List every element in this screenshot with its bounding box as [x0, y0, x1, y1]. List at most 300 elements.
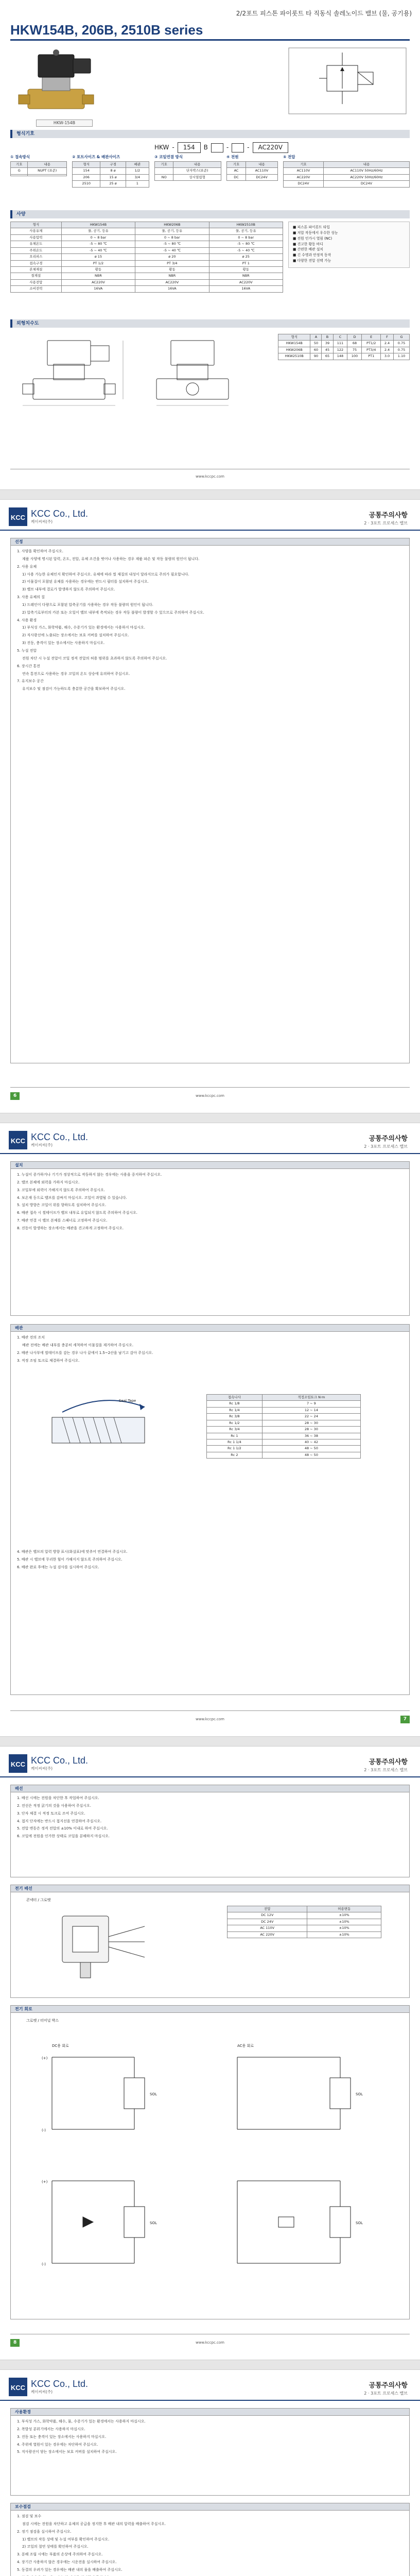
- caution-item: 1) 드레인이 다량으로 포함된 압축공기를 사용하는 경우 작동 불량의 원인이 됩니다.: [22, 602, 153, 607]
- table-cell: 16VA: [135, 286, 209, 292]
- table-cell: 물, 공기, 등유: [135, 228, 209, 234]
- table-cell: AC110V 50Hz/60Hz: [323, 168, 409, 174]
- caution-item: 4. 보온재 등으로 밸브를 감싸지 마십시오. 코일이 과열될 수 있습니다.: [17, 1195, 127, 1200]
- code-table: [154, 161, 221, 181]
- table-cell: Rc 1: [207, 1433, 262, 1439]
- table-row: [11, 286, 283, 292]
- table-cell: PT3/4: [362, 347, 381, 353]
- wiring-items: [11, 1792, 409, 1844]
- installation-box-title: 설치: [11, 1162, 409, 1169]
- table-header-cell: 기호: [227, 161, 246, 167]
- table-cell: DC 12V: [227, 1912, 307, 1919]
- title-divider: [10, 39, 410, 41]
- table-row: [207, 1427, 361, 1433]
- table-row: [207, 1439, 361, 1445]
- caution-item: 1) 사용 가능한 유체인지 확인하여 주십시오. 유체에 따라 씰 재질의 내성이 달라지므로 주의가 필요합니다.: [22, 572, 189, 577]
- caution-item: 1. 점검 및 보수: [17, 2514, 42, 2518]
- code-table-label: ① 접속방식: [10, 155, 30, 159]
- table-cell: DC24V: [246, 174, 278, 180]
- table-row: [207, 1420, 361, 1426]
- company-name: KCC Co., Ltd.: [31, 509, 89, 519]
- caution-item: 4. 사용 환경: [17, 618, 37, 622]
- table-cell: 씰재질: [11, 273, 62, 279]
- table-cell: AC 110V: [227, 1925, 307, 1931]
- table-cell: 25 ø: [100, 181, 126, 187]
- table-cell: 60: [310, 347, 322, 353]
- table-row: [227, 1925, 381, 1931]
- caution-item: 1. 배관 전의 조치: [17, 1335, 45, 1340]
- company-subname: 케이씨씨(주): [31, 519, 53, 524]
- table-cell: PT1: [362, 353, 381, 360]
- code-table-label: ③ 코일연결 방식: [154, 155, 183, 159]
- electric-circuit-box-title: 전기 회로: [11, 2006, 409, 2013]
- table-cell: Rc 1/2: [207, 1420, 262, 1426]
- caution-item: 3. 진동 또는 충격이 있는 장소에서는 사용하지 마십시오.: [17, 2434, 107, 2439]
- table-cell: 상시열림형: [173, 174, 221, 180]
- table-row: [207, 1407, 361, 1413]
- table-header-row: [207, 1395, 361, 1401]
- caution-item: 2. 정기 점검을 실시하여 주십시오.: [17, 2529, 72, 2534]
- table-cell: AC: [227, 168, 246, 174]
- table-cell: 본체재질: [11, 266, 62, 273]
- environment-items: [11, 2416, 409, 2460]
- table-row: [11, 228, 283, 234]
- caution-item: 2) 직사광선에 노출되는 장소에서는 보호 커버를 설치하여 주십시오.: [22, 633, 129, 638]
- page-number-right: 7: [400, 1716, 410, 1723]
- caution-item: 3. 단자 체결 시 적정 토크로 조여 주십시오.: [17, 1811, 85, 1816]
- code-table-block: [226, 155, 278, 181]
- table-cell: AC220V 50Hz/60Hz: [323, 174, 409, 180]
- table-header-cell: 전압: [227, 1906, 307, 1912]
- table-cell: PT 1: [209, 260, 283, 266]
- table-cell: 8 ø: [100, 168, 126, 174]
- table-cell: 2.4: [381, 347, 394, 353]
- sol-label-1: SOL: [150, 2092, 157, 2096]
- table-header-row: [11, 222, 283, 228]
- dc-minus-label: (-): [42, 2128, 46, 2132]
- code-table-label: ⑤ 전압: [283, 155, 295, 159]
- page-gap: [0, 489, 420, 500]
- table-cell: 122: [333, 347, 347, 353]
- table-cell: 0 ~ 8 bar: [135, 234, 209, 241]
- table-cell: ±10%: [307, 1919, 381, 1925]
- dimension-table: [278, 334, 410, 360]
- table-cell: 황동: [61, 266, 135, 273]
- table-cell: 1/2: [126, 168, 149, 174]
- caution-item: 2) 이물질이 포함된 유체를 사용하는 경우에는 반드시 필터를 설치하여 주십시오.: [22, 580, 149, 584]
- installation-box: [10, 1161, 410, 1316]
- table-header-row: [73, 161, 149, 167]
- table-row: [11, 266, 283, 273]
- table-row: [207, 1452, 361, 1458]
- company-name: KCC Co., Ltd.: [31, 1132, 89, 1142]
- dc-plus-label: (+): [42, 2056, 48, 2060]
- table-row: [227, 174, 278, 180]
- code-table: [283, 161, 410, 188]
- table-row: [207, 1446, 361, 1452]
- caution-item: 5. 누설 전압: [17, 648, 37, 653]
- page-gap: [0, 2360, 420, 2370]
- code-prefix: HKW: [154, 144, 169, 151]
- table-cell: PT1/2: [362, 341, 381, 347]
- table-cell: AC110V: [246, 168, 278, 174]
- table-header-row: [227, 161, 278, 167]
- footer-url: www.kccpc.com: [196, 1094, 224, 1098]
- table-cell: 68: [347, 341, 362, 347]
- dc-minus-label-2: (-): [42, 2262, 46, 2266]
- company-name: KCC Co., Ltd.: [31, 2379, 89, 2389]
- table-row: [207, 1433, 361, 1439]
- table-cell: 0.75: [393, 341, 409, 347]
- section-dimension: 외형치수도: [10, 319, 410, 328]
- table-cell: ±10%: [307, 1912, 381, 1919]
- feature-item: ■ 저압 작동에서 우수한 성능: [293, 230, 338, 235]
- table-header-cell: F: [381, 334, 394, 341]
- caution-item: 6. 배관 접속 시 씰테이프가 밸브 내부로 유입되지 않도록 주의하여 주십시오.: [17, 1211, 138, 1215]
- table-row: [278, 341, 410, 347]
- maintenance-items: [11, 2511, 409, 2576]
- table-row: [11, 241, 283, 247]
- table-header-cell: 구경: [100, 161, 126, 167]
- circuit-label-dc: DC용 회로: [52, 2044, 69, 2048]
- table-cell: 206: [73, 174, 100, 180]
- table-cell: AC220V: [135, 279, 209, 285]
- product-subtitle: 2/2포트 피스톤 파이롯트 타 직동식 솔레노이드 밸브 (물, 공기용): [236, 10, 412, 17]
- table-cell: NUPT (표준): [28, 168, 67, 174]
- caution-item: 1. 누설이 증가하거나 기기가 정상적으로 작동하지 않는 경우에는 사용을 중지하여 주십시오.: [17, 1173, 162, 1177]
- caution-item: 2) 코일의 절연 상태를 확인하여 주십시오.: [22, 2545, 89, 2549]
- connector-label: 콘넥터 / 그로멧: [26, 1898, 51, 1902]
- code-suffix: B: [203, 144, 208, 151]
- table-cell: AC110V: [284, 168, 324, 174]
- table-row: [73, 168, 149, 174]
- table-cell: 48 ~ 50: [262, 1452, 360, 1458]
- table-row: [11, 168, 67, 174]
- table-row: [278, 353, 410, 360]
- caution-item: 배관 전에는 배관 내부를 충분히 세척하여 이물질을 제거하여 주십시오.: [22, 1343, 134, 1347]
- table-row: [284, 181, 410, 187]
- page-header-title: 공통주의사항: [369, 1135, 408, 1143]
- code-table: [72, 161, 149, 188]
- table-cell: DC24V: [323, 181, 409, 187]
- table-header-cell: 기호: [155, 161, 173, 167]
- table-header-cell: D: [347, 334, 362, 341]
- svg-text:KCC: KCC: [10, 514, 26, 521]
- company-subname: 케이씨씨(주): [31, 1766, 53, 1771]
- table-cell: 3.0: [381, 353, 394, 360]
- table-row: [73, 181, 149, 187]
- circuit-note: 그로멧 / 터미널 박스: [26, 2019, 59, 2023]
- table-row: [207, 1414, 361, 1420]
- piping-box-title: 배관: [11, 1325, 409, 1332]
- table-cell: G: [11, 168, 28, 174]
- maintenance-box-title: 보수점검: [11, 2503, 409, 2511]
- table-cell: 사용유체: [11, 228, 62, 234]
- table-row: [11, 234, 283, 241]
- page-gap: [0, 1736, 420, 1747]
- page-header-section: 2 · 3포트 프로세스 밸브: [364, 1768, 408, 1772]
- table-header-cell: E: [362, 334, 381, 341]
- caution-item: 5. 동결의 우려가 있는 경우에는 배관 내의 물을 배출하여 주십시오.: [17, 2567, 122, 2572]
- table-cell: 75: [347, 347, 362, 353]
- table-row: [227, 1931, 381, 1938]
- page-header-section: 2 · 3포트 프로세스 밸브: [364, 1144, 408, 1149]
- table-cell: 90: [310, 353, 322, 360]
- caution-item: 3. 분해 조립 시에는 부품의 손상에 주의하여 주십시오.: [17, 2552, 103, 2557]
- code-table-label: ② 포트사이즈 & 배관사이즈: [72, 155, 120, 159]
- table-row: [11, 247, 283, 253]
- table-cell: AC220V: [61, 279, 135, 285]
- header-rule: [0, 2400, 420, 2401]
- seal-tape-diagram: [42, 1392, 176, 1469]
- table-header-cell: 형식: [278, 334, 310, 341]
- table-cell: -5 ~ 80 ℃: [135, 241, 209, 247]
- table-header-cell: 내용: [323, 161, 409, 167]
- caution-item: 5. 직사광선이 닿는 장소에서는 보호 커버를 설치하여 주십시오.: [17, 2450, 117, 2454]
- caution-item: 2. 전선은 적정 굵기의 것을 사용하여 주십시오.: [17, 1803, 91, 1808]
- table-cell: Rc 1 1/4: [207, 1439, 262, 1445]
- table-row: [155, 168, 221, 174]
- table-cell: 1.10: [393, 353, 409, 360]
- table-cell: ø 20: [135, 254, 209, 260]
- table-cell: 39: [322, 341, 333, 347]
- table-row: [11, 273, 283, 279]
- caution-item: 3. 코일부에 외력이 가해지지 않도록 주의하여 주십시오.: [17, 1188, 106, 1192]
- electric-wiring-box-title: 전기 배선: [11, 1885, 409, 1892]
- caution-item: 4. 주위에 열원이 있는 경우에는 차단하여 주십시오.: [17, 2442, 98, 2447]
- table-header-cell: 접속나사: [207, 1395, 262, 1401]
- table-header-cell: 형식: [11, 222, 62, 228]
- caution-item: 7. 배관 연결 시 밸브 본체를 스패너로 고정하여 주십시오.: [17, 1218, 108, 1223]
- table-cell: 100: [347, 353, 362, 360]
- code-box-2: [211, 143, 223, 152]
- footer-url: www.kccpc.com: [196, 1717, 224, 1721]
- photo-caption: HKW-154B: [36, 120, 93, 127]
- code-table: [10, 161, 67, 176]
- table-header-row: [155, 161, 221, 167]
- caution-item: 3) 진동, 충격이 있는 장소에서는 사용하지 마십시오.: [22, 641, 105, 646]
- caution-item: 2. 밸브 본체에 외력을 가하지 마십시오.: [17, 1180, 80, 1184]
- header-rule: [0, 1776, 420, 1777]
- caution-item: 유지보수 및 점검이 가능하도록 충분한 공간을 확보하여 주십시오.: [22, 687, 126, 691]
- table-header-cell: 기호: [11, 161, 28, 167]
- table-row: [227, 168, 278, 174]
- company-subname: 케이씨씨(주): [31, 2389, 53, 2394]
- selection-box-title: 선정: [11, 538, 409, 546]
- feature-item: ■ 견고한 황동 바디: [293, 242, 323, 246]
- caution-item: 전원 차단 시 누설 전압이 코일 정격 전압의 허용 범위를 초과하지 않도록 주의하여 주십시오.: [22, 656, 167, 660]
- table-cell: 65: [322, 353, 333, 360]
- table-header-cell: 기호: [284, 161, 324, 167]
- caution-page-maintenance: [0, 2370, 420, 2576]
- caution-item: 1) 부식성 가스, 화학약품, 해수, 수증기가 있는 환경에서는 사용하지 마십시오.: [22, 625, 145, 630]
- sol-label-3: SOL: [356, 2092, 363, 2096]
- table-cell: DC 24V: [227, 1919, 307, 1925]
- table-cell: ±10%: [307, 1925, 381, 1931]
- footer-url: www.kccpc.com: [196, 474, 224, 479]
- table-cell: 48 ~ 50: [262, 1446, 360, 1452]
- maintenance-box: [10, 2503, 410, 2576]
- caution-item: 점검 시에는 전원을 차단하고 유체의 공급을 정지한 후 배관 내의 압력을 배출하여 주십시오.: [22, 2521, 166, 2526]
- caution-page-installation: [0, 1123, 420, 1736]
- table-cell: HKW2510B: [278, 353, 310, 360]
- environment-box-title: 사용환경: [11, 2409, 409, 2416]
- caution-item: 2. 배관 나사부에 씰테이프를 감는 경우 나사 끝에서 1.5~2산을 남기고 감아 주십시오.: [17, 1350, 153, 1355]
- table-cell: -5 ~ 80 ℃: [209, 241, 283, 247]
- table-cell: 28 ~ 30: [262, 1420, 360, 1426]
- caution-item: 5. 배관 시 밸브에 무리한 힘이 가해지지 않도록 주의하여 주십시오.: [17, 1557, 122, 1562]
- table-cell: Rc 1 1/2: [207, 1446, 262, 1452]
- table-row: [11, 260, 283, 266]
- table-header-cell: C: [333, 334, 347, 341]
- code-table: [226, 161, 278, 181]
- table-row: [207, 1401, 361, 1407]
- table-cell: 0 ~ 8 bar: [209, 234, 283, 241]
- caution-item: 4. 장기간 사용하지 않은 경우에는 시운전을 실시하여 주십시오.: [17, 2560, 117, 2565]
- table-cell: 0.75: [393, 347, 409, 353]
- table-cell: 12 ~ 14: [262, 1407, 360, 1413]
- table-cell: 16VA: [61, 286, 135, 292]
- feature-list: [288, 222, 410, 268]
- header-rule: [0, 1153, 420, 1154]
- table-cell: 접속구경: [11, 260, 62, 266]
- wiring-box: [10, 1785, 410, 1877]
- wiring-box-title: 배선: [11, 1785, 409, 1792]
- caution-item: 1. 사양을 확인하여 주십시오.: [17, 549, 63, 553]
- page-header-title: 공통주의사항: [369, 512, 408, 519]
- table-row: [155, 174, 221, 180]
- caution-item: 7. 유지보수 공간: [17, 679, 44, 684]
- section-code: 형식기호: [10, 130, 410, 138]
- table-cell: -5 ~ 40 ℃: [61, 247, 135, 253]
- table-cell: 15 ø: [100, 174, 126, 180]
- piping-items: [11, 1332, 409, 1368]
- caution-item: 8. 진동이 발생하는 장소에서는 배관을 견고하게 고정하여 주십시오.: [17, 1226, 124, 1230]
- caution-item: 6. 코일에 전원을 인가한 상태로 코일을 분해하지 마십시오.: [17, 1834, 110, 1839]
- caution-item: 4. 접지 단자에는 반드시 접지선을 연결하여 주십시오.: [17, 1819, 102, 1823]
- caution-item: 3. 적정 조임 토크로 체결하여 주십시오.: [17, 1358, 80, 1363]
- table-cell: 154: [73, 168, 100, 174]
- piping-after-items: [11, 1546, 410, 1575]
- table-cell: AC220V: [284, 174, 324, 180]
- page-gap: [0, 1113, 420, 1123]
- code-box-3: [232, 143, 244, 152]
- table-cell: PT 3/4: [135, 260, 209, 266]
- table-cell: 0 ~ 8 bar: [61, 234, 135, 241]
- sol-label-2: SOL: [150, 2221, 157, 2225]
- table-cell: [155, 168, 173, 174]
- table-cell: AC220V: [209, 279, 283, 285]
- caution-page-selection: [0, 500, 420, 1113]
- code-table-block: [72, 155, 149, 188]
- table-header-cell: HKW206B: [135, 222, 209, 228]
- table-header-cell: HKW2510B: [209, 222, 283, 228]
- table-cell: [11, 174, 28, 176]
- table-cell: 36 ~ 38: [262, 1433, 360, 1439]
- table-row: [284, 174, 410, 180]
- header-rule: [0, 530, 420, 531]
- table-header-cell: 배관: [126, 161, 149, 167]
- table-cell: 2510: [73, 181, 100, 187]
- table-cell: HKW206B: [278, 347, 310, 353]
- table-cell: 단자박스(표준): [173, 168, 221, 174]
- kcc-logo-icon: [8, 1130, 28, 1150]
- table-cell: 사용전압: [11, 279, 62, 285]
- table-header-cell: A: [310, 334, 322, 341]
- table-cell: NBR: [209, 273, 283, 279]
- table-row: [284, 168, 410, 174]
- table-cell: 40 ~ 42: [262, 1439, 360, 1445]
- table-cell: Rc 2: [207, 1452, 262, 1458]
- caution-item: 3) 밸브 내부에 결로가 발생하지 않도록 주의하여 주십시오.: [22, 587, 115, 592]
- table-row: [73, 174, 149, 180]
- table-cell: 7 ~ 9: [262, 1401, 360, 1407]
- spec-table: [10, 222, 283, 293]
- table-cell: 황동: [135, 266, 209, 273]
- connector-diagram: [31, 1906, 155, 1988]
- table-cell: 오리피스: [11, 254, 62, 260]
- table-cell: 물, 공기, 등유: [209, 228, 283, 234]
- table-row: [227, 1919, 381, 1925]
- feature-item: ■ 긴 수명과 안정적 동작: [293, 253, 331, 258]
- table-cell: DC: [227, 174, 246, 180]
- page-number-left: 6: [10, 1092, 20, 1100]
- caution-item: 5. 설치 방향은 코일이 위를 향하도록 설치하여 주십시오.: [17, 1203, 107, 1208]
- valve-symbol-diagram: [288, 47, 407, 114]
- electric-wiring-box: [10, 1885, 410, 1998]
- table-header-row: [11, 161, 67, 167]
- table-cell: Rc 3/4: [207, 1427, 262, 1433]
- table-header-cell: 내용: [28, 161, 67, 167]
- table-row: [227, 1912, 381, 1919]
- table-cell: ±10%: [307, 1931, 381, 1938]
- table-cell: 주위온도: [11, 247, 62, 253]
- page-header-title: 공통주의사항: [369, 2382, 408, 2389]
- table-cell: DC24V: [284, 181, 324, 187]
- table-header-row: [284, 161, 410, 167]
- caution-item: 1. 배선 시에는 전원을 차단한 후 작업하여 주십시오.: [17, 1796, 99, 1800]
- environment-box: [10, 2408, 410, 2496]
- table-row: [11, 254, 283, 260]
- caution-item: 2) 압축기로부터의 카본 또는 오일이 밸브 내부에 축적되는 경우 작동 불량이 발생할 수 있으므로 주의하여 주십시오.: [22, 610, 204, 615]
- caution-item: 5. 전압 변동은 정격 전압의 ±10% 이내로 하여 주십시오.: [17, 1826, 108, 1831]
- table-cell: HKW154B: [278, 341, 310, 347]
- feature-item: ■ 다양한 전압 선택 가능: [293, 259, 331, 263]
- electric-circuit-box: [10, 2005, 410, 2319]
- caution-item: 4. 배관은 밸브의 압력 방향 표시(화살표)에 맞추어 연결하여 주십시오.: [17, 1550, 128, 1554]
- section-spec: 사양: [10, 210, 410, 218]
- caution-item: 3. 사용 유체의 질: [17, 595, 45, 600]
- code-box-size: 154: [178, 142, 201, 153]
- table-header-cell: 형식: [73, 161, 100, 167]
- table-header-cell: B: [322, 334, 333, 341]
- table-cell: 22 ~ 24: [262, 1414, 360, 1420]
- table-cell: NBR: [61, 273, 135, 279]
- table-header-row: [227, 1906, 381, 1912]
- table-cell: PT 1/2: [61, 260, 135, 266]
- caution-item: 1) 밸브의 작동 상태 및 누설 여부를 확인하여 주십시오.: [22, 2537, 110, 2541]
- table-cell: 소비전력: [11, 286, 62, 292]
- table-cell: NO: [155, 174, 173, 180]
- company-subname: 케이씨씨(주): [31, 1143, 53, 1147]
- code-box-voltage: AC220V: [253, 142, 289, 153]
- table-cell: 45: [322, 347, 333, 353]
- table-row: [278, 347, 410, 353]
- solenoid-valve-photo: [12, 45, 115, 117]
- caution-item: 6. 장시간 통전: [17, 664, 40, 668]
- feature-item: ■ 전원 인가시 열림 (NC): [293, 236, 332, 241]
- page-header-section: 2 · 3포트 프로세스 밸브: [364, 2391, 408, 2396]
